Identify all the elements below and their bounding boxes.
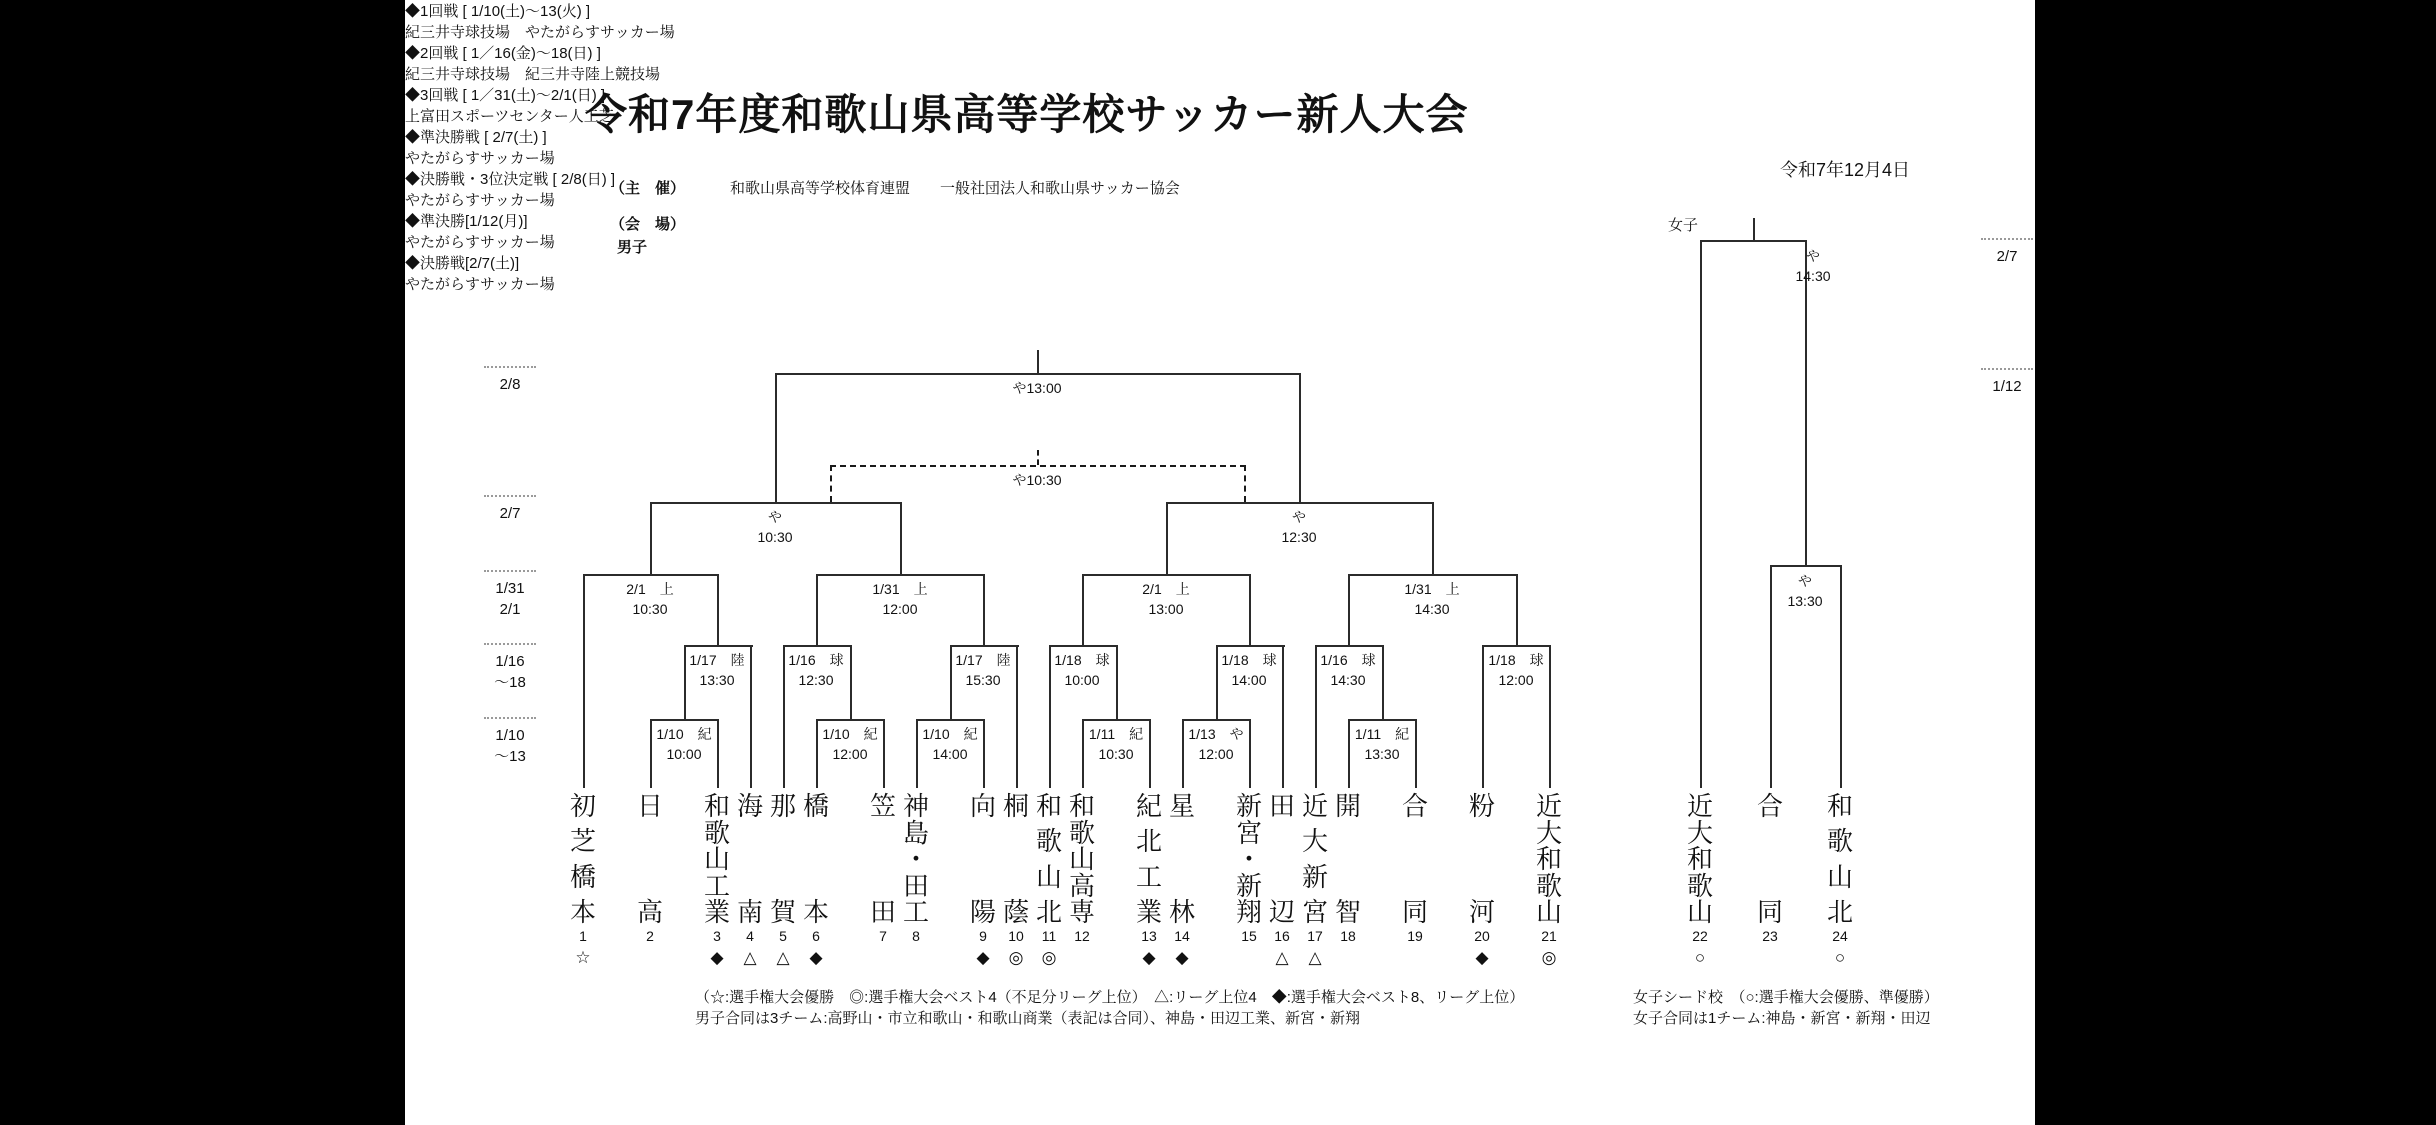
bracket-line <box>717 719 719 788</box>
bracket-line <box>1016 645 1018 788</box>
team-number: 3 <box>713 928 721 944</box>
quarterfinal-label: 2/1 上 13:00 <box>1142 581 1190 617</box>
bracket-line <box>1082 574 1251 576</box>
round2-match-label: 1/17 陸 13:30 <box>689 652 745 688</box>
seed-symbol: ○ <box>1694 948 1706 967</box>
venue-round-men: ◆決勝戦・3位決定戦 [ 2/8(日) ] <box>405 171 616 188</box>
round2-match-label: 1/17 陸 15:30 <box>955 652 1011 688</box>
team-number: 1 <box>579 928 587 944</box>
seed-symbol: △ <box>743 948 757 967</box>
page-title: 令和7年度和歌山県高等学校サッカー新人大会 <box>585 91 1469 138</box>
seed-symbol: ◆ <box>809 948 823 967</box>
document-date: 令和7年12月4日 <box>1779 160 1910 180</box>
bracket-line <box>1382 645 1384 719</box>
round-date-rule <box>1981 238 2033 240</box>
team-name: 笠 田 <box>869 791 897 927</box>
footnote-men-symbols: （☆:選手権大会優勝 ◎:選手権大会ベスト4（不足分リーグ上位） △:リーグ上位4 ◆:選手権大会ベスト8、リーグ上位） <box>695 989 1525 1006</box>
team-name: 近 大 新 宮 <box>1301 791 1329 927</box>
round1-match-label: 1/10 紀 12:00 <box>822 726 878 762</box>
team-number: 23 <box>1762 928 1778 944</box>
quarterfinal-label: 2/1 上 10:30 <box>626 581 674 617</box>
round2-match-label: 1/18 球 12:00 <box>1488 652 1544 688</box>
bracket-line <box>1182 719 1251 721</box>
venue-place-men: 紀三井寺球技場 紀三井寺陸上競技場 <box>405 66 661 83</box>
tournament-sheet <box>405 0 2035 1125</box>
bracket-line <box>775 373 777 502</box>
seed-symbol: ☆ <box>575 948 591 967</box>
round2-match-label: 1/16 球 14:30 <box>1320 652 1376 688</box>
bracket-line <box>983 574 985 645</box>
bracket-line <box>1249 574 1251 645</box>
semifinal-label: や 10:30 <box>757 509 793 545</box>
venue-place-men: やたがらすサッカー場 <box>405 150 555 167</box>
team-number: 10 <box>1008 928 1024 944</box>
footnote-women-combined: 女子合同は1チーム:神島・新宮・新翔・田辺 <box>1633 1010 1931 1027</box>
round1-match-label: 1/11 紀 13:30 <box>1354 726 1410 762</box>
bracket-line <box>1116 645 1118 719</box>
bracket-line <box>1082 719 1084 788</box>
team-number: 24 <box>1832 928 1848 944</box>
team-number: 16 <box>1274 928 1290 944</box>
seed-symbol: ◎ <box>1541 948 1557 967</box>
bracket-line <box>1315 645 1317 788</box>
champion-tick <box>1037 350 1039 373</box>
seed-symbol: △ <box>776 948 790 967</box>
bracket-line <box>1348 719 1350 788</box>
round1-match-label: 1/10 紀 14:00 <box>922 726 978 762</box>
bracket-line <box>650 502 652 574</box>
team-number: 20 <box>1474 928 1490 944</box>
bracket-line <box>750 645 752 788</box>
bracket-line <box>850 645 852 719</box>
round2-match-label: 1/16 球 12:30 <box>788 652 844 688</box>
venue-round-women: ◆決勝戦[2/7(土)] <box>405 255 520 272</box>
final-line <box>775 373 1301 375</box>
team-name: 新 宮 ・ 新 翔 <box>1235 791 1263 927</box>
womens-champion-tick <box>1753 218 1755 240</box>
bracket-line <box>1549 645 1551 788</box>
venue-round-men: ◆準決勝戦 [ 2/7(土) ] <box>405 129 547 146</box>
team-name: 合 同 <box>1401 791 1429 927</box>
round-date-rule <box>484 717 536 719</box>
team-name: 開 智 <box>1334 791 1362 927</box>
team-number: 15 <box>1241 928 1257 944</box>
bracket-line <box>1482 645 1484 788</box>
venue-round-men: ◆3回戦 [ 1／31(土)～2/1(日) ] <box>405 87 606 104</box>
bracket-line <box>816 574 985 576</box>
venue-round-men: ◆1回戦 [ 1/10(土)～13(火) ] <box>405 3 591 20</box>
team-number: 21 <box>1541 928 1557 944</box>
bracket-line <box>1348 574 1517 576</box>
organizer-text: 和歌山県高等学校体育連盟 一般社団法人和歌山県サッカー協会 <box>730 180 1180 197</box>
round-date-label-left: 2/8 <box>499 376 521 393</box>
bracket-line <box>1166 502 1434 504</box>
seed-symbol: ◎ <box>1041 948 1057 967</box>
womens-label: 女子 <box>1668 217 1699 234</box>
bracket-line <box>650 502 902 504</box>
team-number: 13 <box>1141 928 1157 944</box>
bracket-line <box>783 645 852 647</box>
third-place-label: や10:30 <box>1012 472 1062 488</box>
bracket-line <box>1149 719 1151 788</box>
team-name: 神 島 ・ 田 工 <box>902 791 930 927</box>
venue-label: （会 場） <box>610 216 686 233</box>
round-date-rule <box>484 570 536 572</box>
team-number: 14 <box>1174 928 1190 944</box>
team-name: 和 歌 山 高 専 <box>1068 791 1096 927</box>
round-date-label-left: 1/10 ～13 <box>494 727 526 765</box>
bracket-line <box>816 719 885 721</box>
third-place-tick <box>1037 450 1039 465</box>
team-number: 18 <box>1340 928 1356 944</box>
bracket-line <box>1432 502 1434 574</box>
team-name: 田 辺 <box>1268 791 1296 927</box>
round1-match-label: 1/13 や 12:00 <box>1188 726 1244 762</box>
bracket-line <box>684 645 686 719</box>
womens-semifinal-label: や 13:30 <box>1787 573 1823 609</box>
venue-place-women: やたがらすサッカー場 <box>405 276 555 293</box>
bracket-line <box>816 719 818 788</box>
team-number: 6 <box>812 928 820 944</box>
quarterfinal-label: 1/31 上 14:30 <box>1404 581 1460 617</box>
team-name: 粉 河 <box>1468 791 1496 927</box>
bracket-line <box>1216 645 1218 719</box>
third-place-leg <box>1244 465 1246 502</box>
bracket-line <box>1049 645 1118 647</box>
bracket-line <box>1348 574 1350 645</box>
team-name: 那 賀 <box>769 791 797 927</box>
seed-symbol: △ <box>1275 948 1289 967</box>
team-number: 19 <box>1407 928 1423 944</box>
bracket-line <box>816 574 818 645</box>
team-name: 橋 本 <box>802 791 830 927</box>
seed-symbol: △ <box>1308 948 1322 967</box>
bracket-line <box>916 719 918 788</box>
venue-place-men: 上富田スポーツセンター人工芝 <box>405 108 614 125</box>
round1-match-label: 1/11 紀 10:30 <box>1088 726 1144 762</box>
team-number: 2 <box>646 928 654 944</box>
team-number: 5 <box>779 928 787 944</box>
organizer-label: （主 催） <box>610 180 686 197</box>
team-number: 7 <box>879 928 887 944</box>
womens-final-label: や 14:30 <box>1795 248 1831 284</box>
bracket-line <box>1770 565 1842 567</box>
bracket-line <box>583 574 719 576</box>
team-number: 4 <box>746 928 754 944</box>
round1-match-label: 1/10 紀 10:00 <box>656 726 712 762</box>
venue-place-men: 紀三井寺球技場 やたがらすサッカー場 <box>405 24 675 41</box>
seed-symbol: ◆ <box>1142 948 1156 967</box>
bracket-line <box>1482 645 1551 647</box>
bracket-line <box>1415 719 1417 788</box>
mens-label: 男子 <box>617 239 648 256</box>
seed-symbol: ○ <box>1834 948 1846 967</box>
team-number: 11 <box>1041 928 1057 944</box>
bracket-line <box>1082 719 1151 721</box>
team-name: 日 高 <box>636 791 664 927</box>
round-date-label-right: 2/7 <box>1996 248 2018 265</box>
bracket-line <box>983 719 985 788</box>
final-label: や13:00 <box>1012 380 1062 396</box>
round-date-label-left: 1/16 ～18 <box>494 653 526 691</box>
bracket-line <box>1516 574 1518 645</box>
bracket-line <box>1299 373 1301 502</box>
venue-round-men: ◆2回戦 [ 1／16(金)～18(日) ] <box>405 45 601 62</box>
team-name: 近 大 和 歌 山 <box>1535 791 1563 927</box>
team-name: 和 歌 山 北 <box>1035 791 1063 927</box>
seed-symbol: ◆ <box>710 948 724 967</box>
bracket-line <box>1049 645 1051 788</box>
team-name: 初 芝 橋 本 <box>569 791 597 927</box>
team-name: 紀 北 工 業 <box>1135 791 1163 927</box>
team-name: 和 歌 山 工 業 <box>703 791 731 927</box>
bracket-line <box>1249 719 1251 788</box>
bracket-line <box>1282 645 1284 788</box>
venue-place-women: やたがらすサッカー場 <box>405 234 555 251</box>
third-place-line <box>830 465 1246 467</box>
team-number: 12 <box>1074 928 1090 944</box>
seed-symbol: ◆ <box>976 948 990 967</box>
third-place-leg <box>830 465 832 502</box>
bracket-line <box>1700 240 1702 788</box>
team-name: 海 南 <box>736 791 764 927</box>
bracket-line <box>900 502 902 574</box>
bracket-line <box>1315 645 1384 647</box>
team-number: 22 <box>1692 928 1708 944</box>
team-number: 9 <box>979 928 987 944</box>
seed-symbol: ◆ <box>1475 948 1489 967</box>
bracket-line <box>950 645 1019 647</box>
bracket-line <box>783 645 785 788</box>
round-date-label-left: 1/31 2/1 <box>495 580 525 618</box>
footnote-women-seeds: 女子シード校 （○:選手権大会優勝、準優勝） <box>1633 989 1939 1006</box>
team-name: 和 歌 山 北 <box>1826 791 1854 927</box>
bracket-line <box>916 719 985 721</box>
bracket-line <box>883 719 885 788</box>
team-name: 桐 蔭 <box>1002 791 1030 927</box>
seed-symbol: ◎ <box>1008 948 1024 967</box>
team-name: 星 林 <box>1168 791 1196 927</box>
bracket-line <box>1216 645 1285 647</box>
bracket-line <box>650 719 652 788</box>
venue-place-men: やたがらすサッカー場 <box>405 192 555 209</box>
round-date-rule <box>484 366 536 368</box>
round-date-label-left: 2/7 <box>499 505 521 522</box>
round-date-label-right: 1/12 <box>1992 378 2022 395</box>
round2-match-label: 1/18 球 10:00 <box>1054 652 1110 688</box>
bracket-line <box>1348 719 1417 721</box>
team-name: 向 陽 <box>969 791 997 927</box>
bracket-line <box>650 719 719 721</box>
team-number: 17 <box>1307 928 1323 944</box>
bracket-line <box>1840 565 1842 788</box>
team-number: 8 <box>912 928 920 944</box>
bracket-line <box>717 574 719 645</box>
seed-symbol: ◆ <box>1175 948 1189 967</box>
round-date-rule <box>484 495 536 497</box>
bracket-line <box>1166 502 1168 574</box>
semifinal-label: や 12:30 <box>1281 509 1317 545</box>
team-name: 合 同 <box>1756 791 1784 927</box>
bracket-line <box>684 645 753 647</box>
team-name: 近 大 和 歌 山 <box>1686 791 1714 927</box>
round-date-rule <box>1981 368 2033 370</box>
round2-match-label: 1/18 球 14:00 <box>1221 652 1277 688</box>
bracket-line <box>950 645 952 719</box>
bracket-line <box>1182 719 1184 788</box>
womens-final-line <box>1700 240 1807 242</box>
footnote-men-combined: 男子合同は3チーム:高野山・市立和歌山・和歌山商業（表記は合同）、神島・田辺工業、新宮・新翔 <box>695 1010 1361 1027</box>
bracket-line <box>1770 565 1772 788</box>
venue-round-women: ◆準決勝[1/12(月)] <box>405 213 528 230</box>
bracket-line <box>1082 574 1084 645</box>
quarterfinal-label: 1/31 上 12:00 <box>872 581 928 617</box>
round-date-rule <box>484 643 536 645</box>
bracket-line <box>1805 240 1807 565</box>
bracket-line <box>583 574 585 788</box>
